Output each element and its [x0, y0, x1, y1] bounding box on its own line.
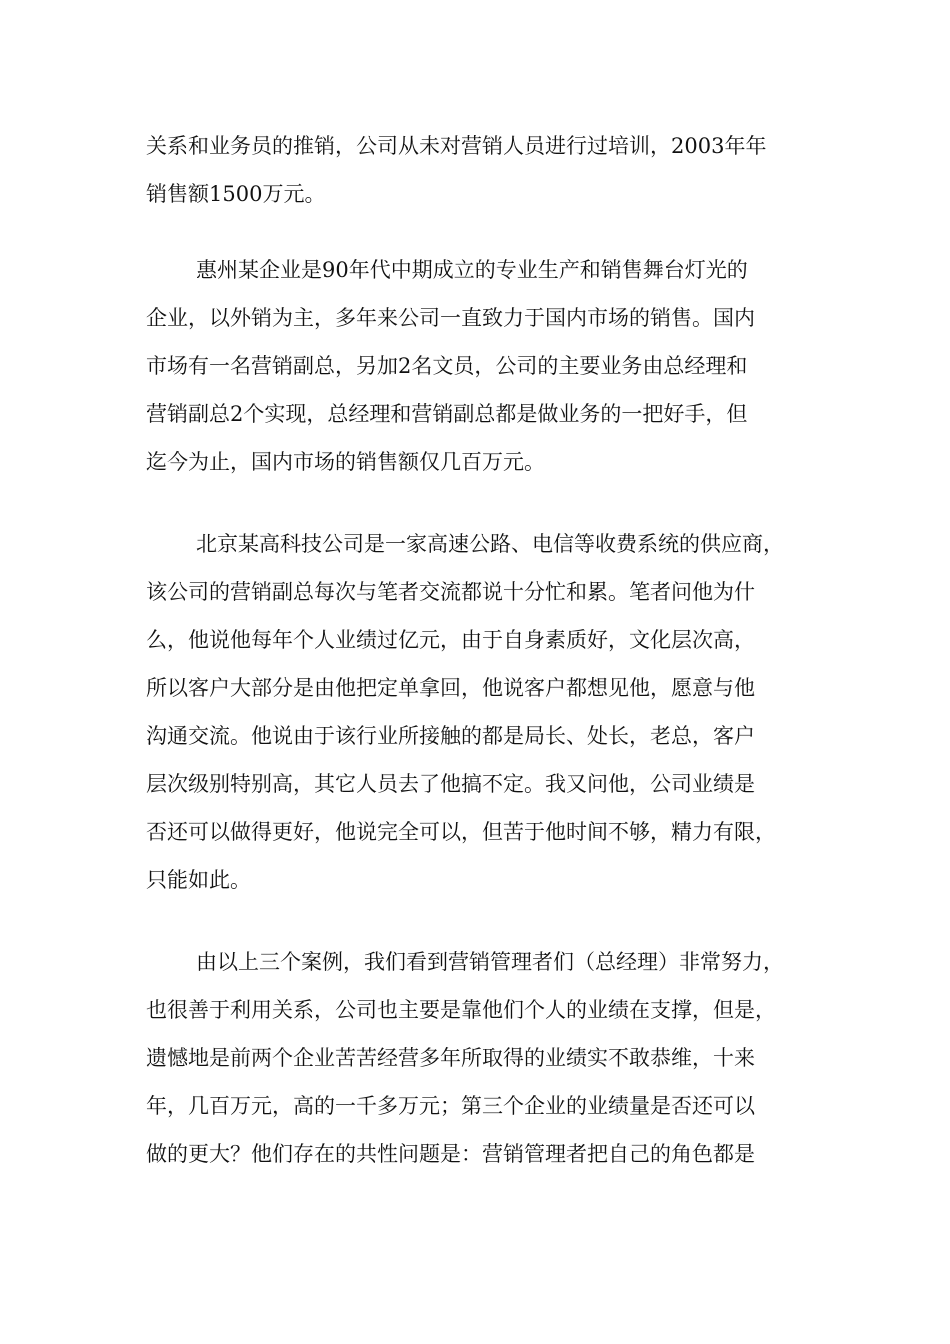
text-line: 也很善于利用关系，公司也主要是靠他们个人的业绩在支撑，但是，	[146, 998, 776, 1022]
text-line: 营销副总2个实现，总经理和营销副总都是做业务的一把好手，但	[146, 402, 748, 426]
text-line: 该公司的营销副总每次与笔者交流都说十分忙和累。笔者问他为什	[146, 580, 755, 604]
text-line: 只能如此。	[146, 868, 251, 892]
text-line: 迄今为止，国内市场的销售额仅几百万元。	[146, 450, 545, 474]
text-line: 由以上三个案例，我们看到营销管理者们（总经理）非常努力，	[196, 950, 784, 974]
text-line: 所以客户大部分是由他把定单拿回，他说客户都想见他，愿意与他	[146, 676, 755, 700]
paragraph-continuation	[146, 122, 826, 218]
text-line: 沟通交流。他说由于该行业所接触的都是局长、处长，老总，客户	[146, 724, 755, 748]
text-line: 企业，以外销为主，多年来公司一直致力于国内市场的销售。国内	[146, 306, 755, 330]
paragraph-beijing-case	[146, 520, 826, 904]
paragraph-huizhou-case	[146, 246, 826, 486]
paragraph-summary	[146, 938, 826, 1178]
text-line: 做的更大？他们存在的共性问题是：营销管理者把自己的角色都是	[146, 1142, 755, 1166]
text-line: 年，几百万元，高的一千多万元；第三个企业的业绩量是否还可以	[146, 1094, 755, 1118]
text-line: 么，他说他每年个人业绩过亿元，由于自身素质好，文化层次高，	[146, 628, 755, 652]
text-line: 关系和业务员的推销，公司从未对营销人员进行过培训，2003年年	[146, 134, 767, 158]
text-line: 惠州某企业是90年代中期成立的专业生产和销售舞台灯光的	[196, 258, 748, 282]
text-line: 北京某高科技公司是一家高速公路、电信等收费系统的供应商，	[196, 532, 784, 556]
text-line: 否还可以做得更好，他说完全可以，但苦于他时间不够，精力有限，	[146, 820, 776, 844]
text-line: 层次级别特别高，其它人员去了他搞不定。我又问他，公司业绩是	[146, 772, 755, 796]
text-line: 销售额1500万元。	[146, 182, 326, 206]
text-line: 遗憾地是前两个企业苦苦经营多年所取得的业绩实不敢恭维，十来	[146, 1046, 755, 1070]
text-line: 市场有一名营销副总，另加2名文员，公司的主要业务由总经理和	[146, 354, 748, 378]
